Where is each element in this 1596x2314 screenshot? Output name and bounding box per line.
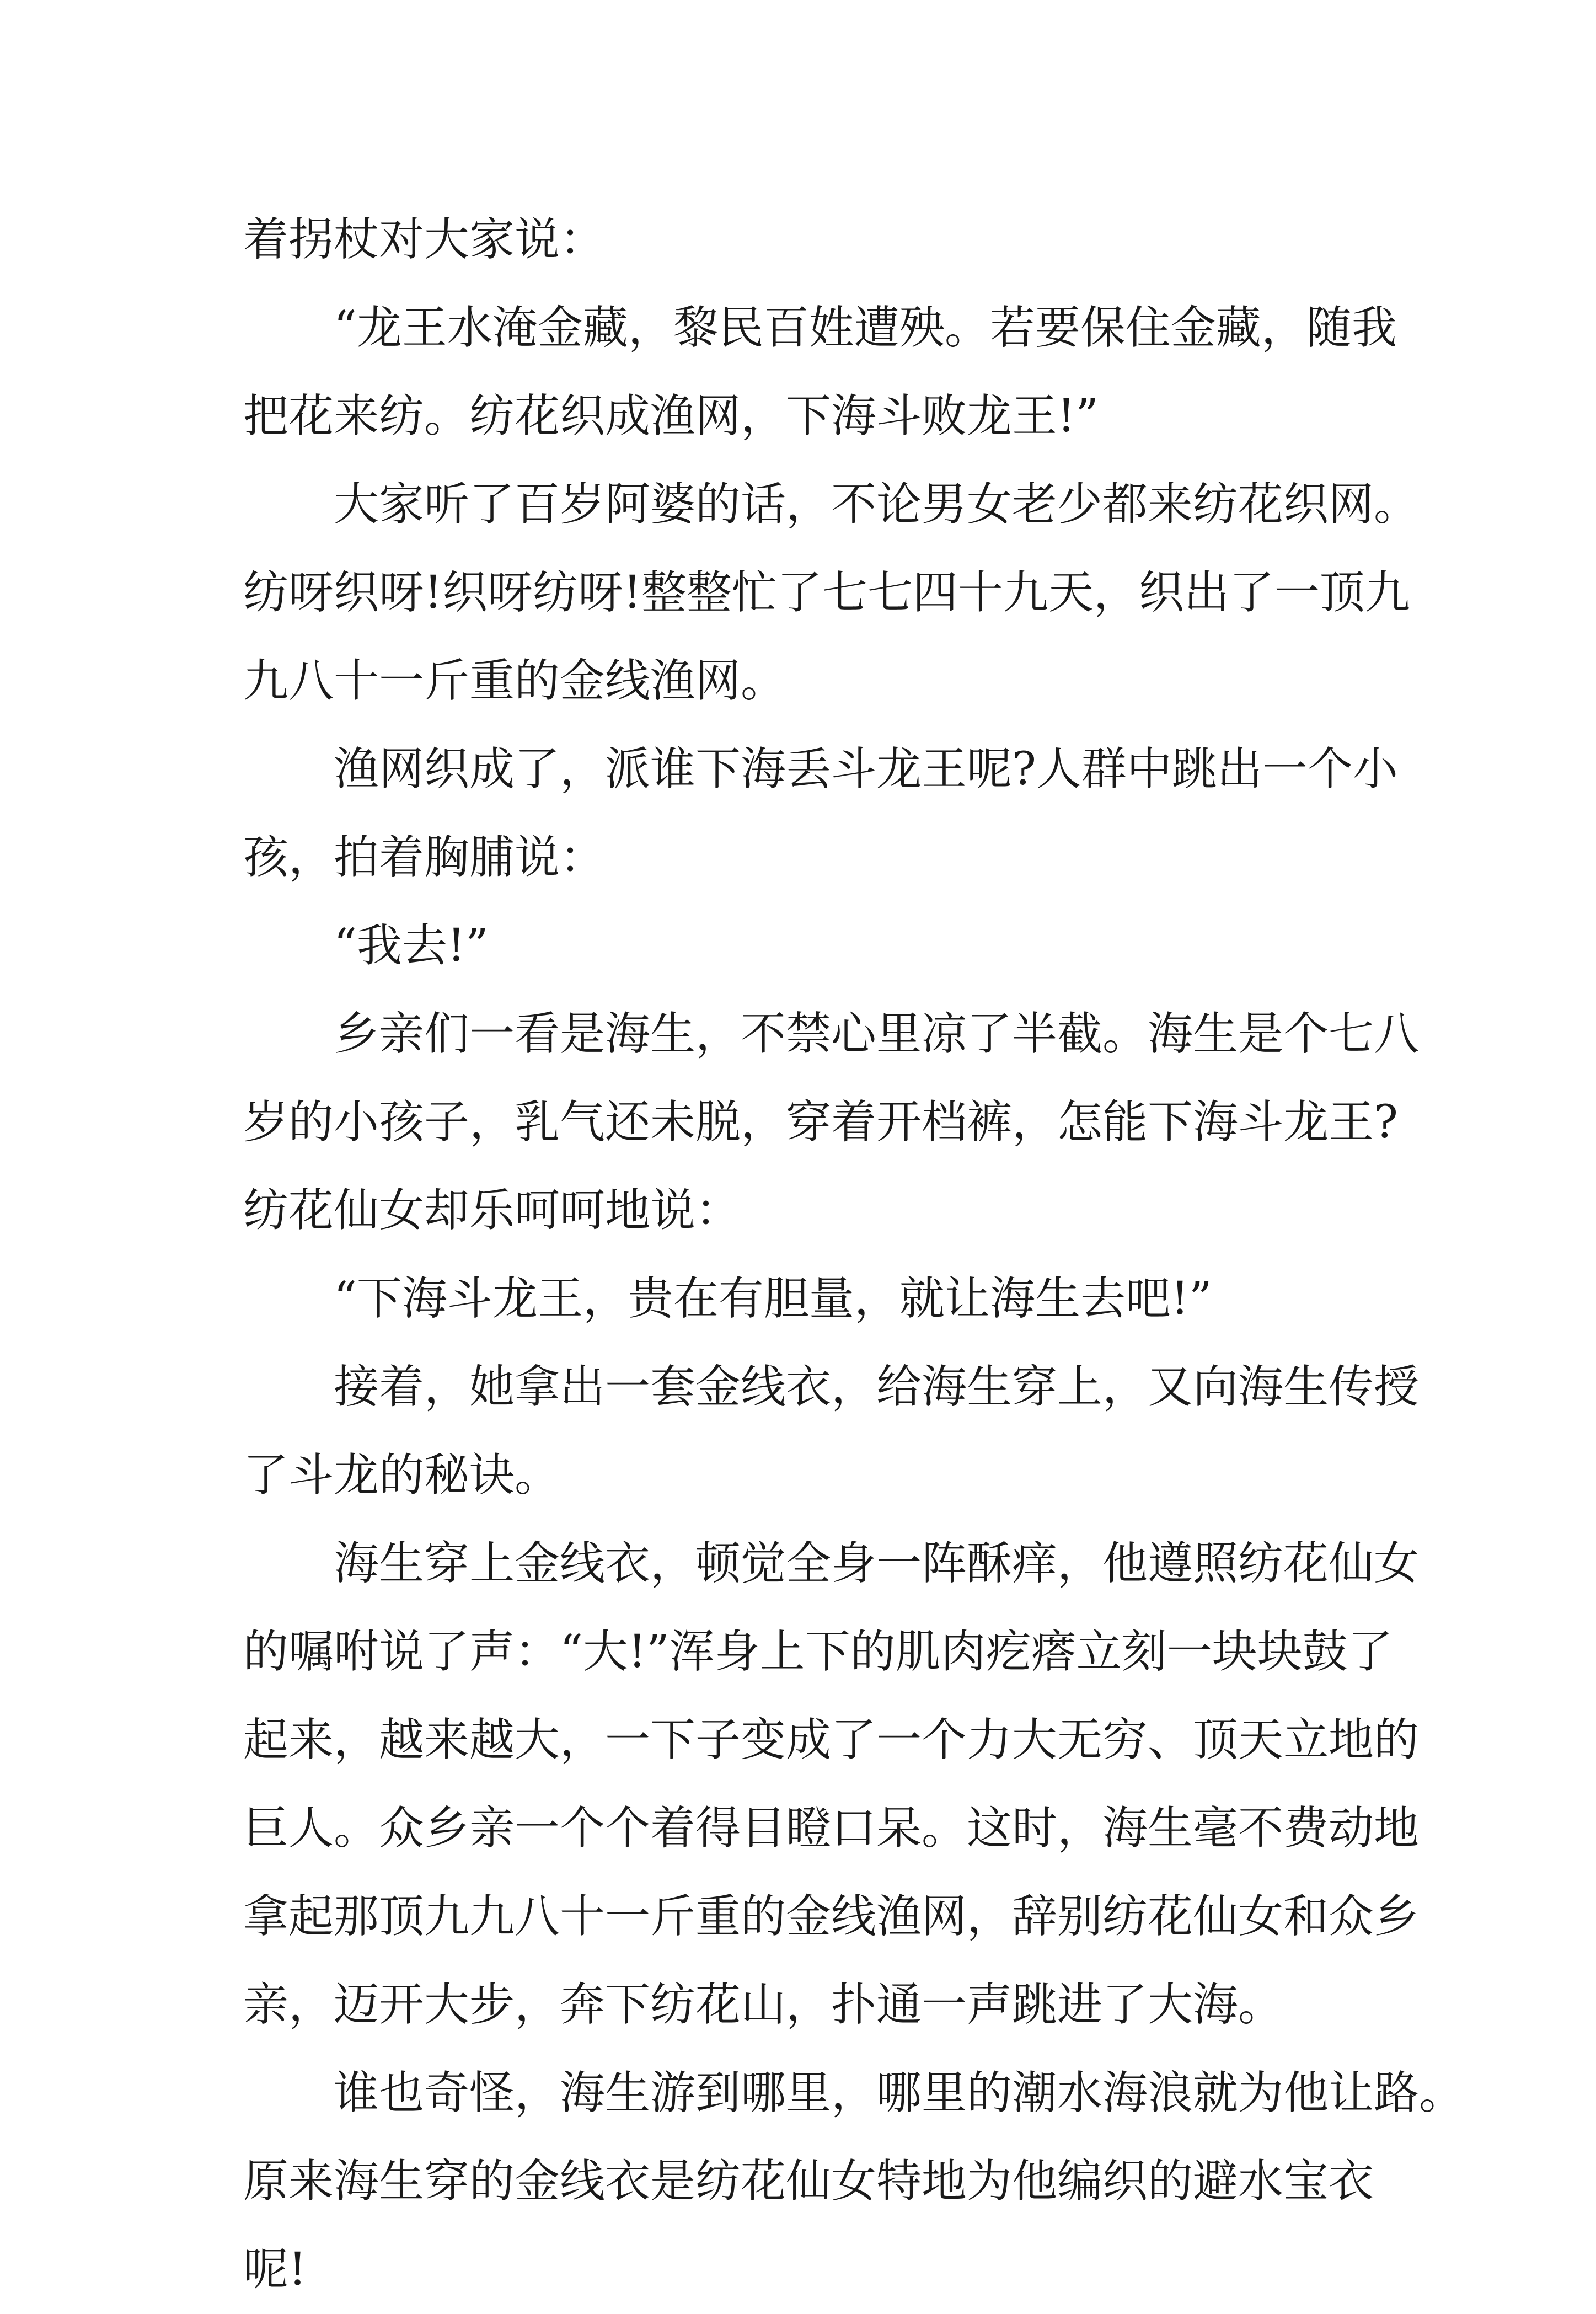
story-text: [243, 196, 1465, 2314]
text-line: 渔网织成了，派谁下海丢斗龙王呢?人群中跳出一个小: [334, 743, 1398, 795]
text-line: 乡亲们一看是海生，不禁心里凉了半截。海生是个七八: [334, 1008, 1420, 1060]
text-line: 起来，越来越大，一下子变成了一个力大无穷、顶天立地的: [243, 1714, 1420, 1766]
text-line: 拿起那顶九九八十一斤重的金线渔网，辞别纺花仙女和众乡: [243, 1890, 1420, 1943]
text-line: 岁的小孩子，乳气还未脱，穿着开档裤，怎能下海斗龙王?: [243, 1096, 1398, 1148]
text-line: 巨人。众乡亲一个个着得目瞪口呆。这时，海生毫不费动地: [243, 1802, 1420, 1855]
text-line: 呢!: [243, 2243, 307, 2296]
text-line: 九八十一斤重的金线渔网。: [243, 655, 786, 707]
text-line: 着拐杖对大家说：: [243, 213, 606, 266]
text-line: 海生穿上金线衣，顿觉全身一阵酥痒，他遵照纺花仙女: [334, 1537, 1420, 1590]
text-line: 了斗龙的秘诀。: [243, 1449, 560, 1501]
text-line: 把花来纺。纺花织成渔网，下海斗败龙王!”: [243, 390, 1099, 442]
text-line: “下海斗龙王，贵在有胆量，就让海生去吧!”: [334, 1273, 1212, 1325]
text-line: 纺花仙女却乐呵呵地说：: [243, 1184, 741, 1237]
text-line: 接着，她拿出一套金线衣，给海生穿上，又向海生传授: [334, 1361, 1420, 1413]
text-line: 谁也奇怪，海生游到哪里，哪里的潮水海浪就为他让路。: [334, 2067, 1465, 2119]
text-line: 亲，迈开大步，奔下纺花山，扑通一声跳进了大海。: [243, 1979, 1284, 2031]
text-line: 孩，拍着胸脯说：: [243, 831, 606, 884]
text-line: 的嘱咐说了声：“大!”浑身上下的肌肉疙瘩立刻一块块鼓了: [243, 1626, 1393, 1678]
text-line: “我去!”: [334, 920, 489, 972]
text-line: 纺呀织呀!织呀纺呀!整整忙了七七四十九天，织出了一顶九: [243, 567, 1410, 619]
text-line: “龙王水淹金藏，黎民百姓遭殃。若要保住金藏，随我: [334, 302, 1397, 354]
text-line: 原来海生穿的金线衣是纺花仙女特地为他编织的避水宝衣: [243, 2155, 1374, 2208]
text-line: 大家听了百岁阿婆的话，不论男女老少都来纺花织网。: [334, 478, 1420, 531]
